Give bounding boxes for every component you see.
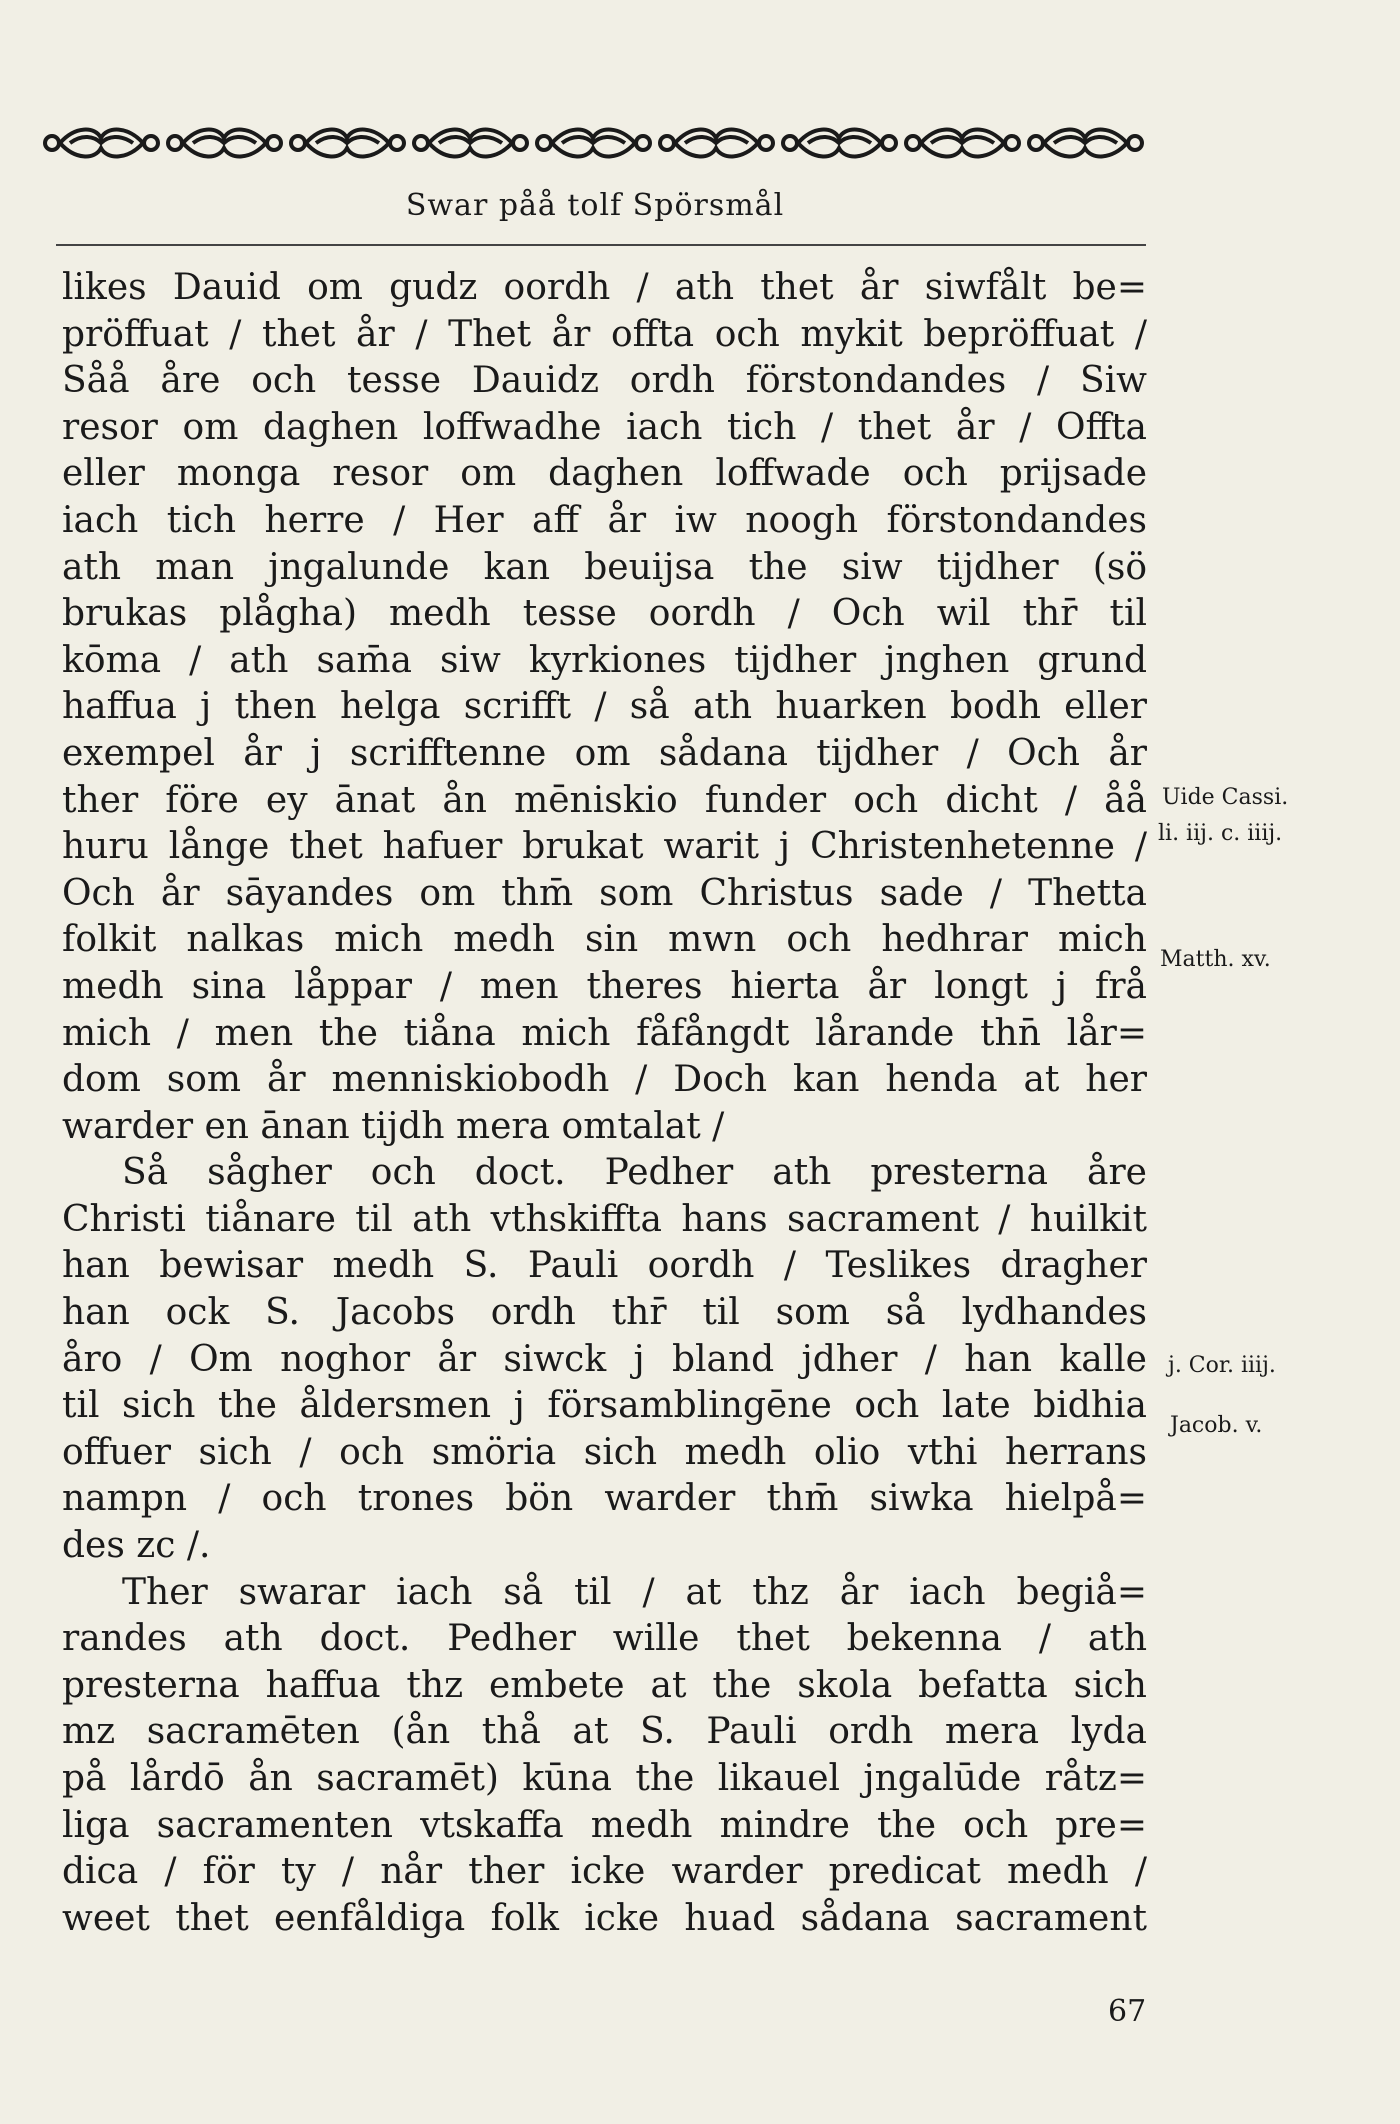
text-line: kōma / ath sam̄a siw kyrkiones tijdher jnghen grund <box>62 639 1147 681</box>
text-line: dom som år menniskiobodh / Doch kan henda at her <box>62 1059 1147 1101</box>
text-line: haffua j then helga scrifft / så ath huarken bodh eller <box>62 686 1147 728</box>
text-line: Så sågher och doct. Pedher ath presterna åre <box>122 1152 1147 1194</box>
text-line: medh sina låppar / men theres hierta år longt j frå <box>62 965 1147 1007</box>
text-line: Christi tiånare til ath vthskiffta hans sacrament / huilkit <box>62 1198 1147 1240</box>
text-line: randes ath doct. Pedher wille thet bekenna / ath <box>62 1618 1147 1660</box>
text-line: åro / Om noghor år siwck j bland jdher / han kalle <box>62 1338 1147 1380</box>
marginal-note-corinthians: j. Cor. iiij. <box>1168 1353 1276 1378</box>
text-line: mich / men the tiåna mich fåfångdt lårande thn̄ lår= <box>62 1012 1147 1054</box>
text-line: Ther swarar iach så til / at thz år iach begiå= <box>122 1571 1147 1613</box>
text-line: han ock S. Jacobs ordh thr̄ til som så lydhandes <box>62 1292 1147 1334</box>
text-line: Och år sāyandes om thm̄ som Christus sade / Thetta <box>62 872 1147 914</box>
text-line: des zc /. <box>62 1525 211 1567</box>
body-text <box>62 265 1147 1942</box>
ornamental-border <box>40 118 1150 168</box>
text-line: ath man jngalunde kan beuijsa the siw tijdher (sö <box>62 546 1147 588</box>
text-line: ther före ey ānat ån mēniskio funder och dicht / åå <box>62 779 1147 821</box>
text-line: presterna haffua thz embete at the skola befatta sich <box>62 1664 1147 1706</box>
text-line: mz sacramēten (ån thå at S. Pauli ordh mera lyda <box>62 1711 1147 1753</box>
text-line: eller monga resor om daghen loffwade och prijsade <box>62 453 1147 495</box>
text-line: likes Dauid om gudz oordh / ath thet år siwfålt be= <box>62 267 1147 308</box>
running-head: Swar påå tolf Spörsmål <box>405 188 785 223</box>
text-line: nampn / och trones bön warder thm̄ siwka hielpå= <box>62 1478 1147 1520</box>
text-line: pröffuat / thet år / Thet år offta och mykit bepröffuat / <box>62 313 1147 355</box>
text-line: iach tich herre / Her aff år iw noogh förstondandes <box>62 499 1147 541</box>
page-number: 67 <box>1108 1994 1147 2029</box>
marginal-note-cassiodorus-ref: li. iij. c. iiij. <box>1158 821 1283 846</box>
text-line: folkit nalkas mich medh sin mwn och hedhrar mich <box>62 919 1147 961</box>
text-line: liga sacramenten vtskaffa medh mindre the och pre= <box>62 1804 1147 1846</box>
text-line: exempel år j scrifftenne om sådana tijdher / Och år <box>62 732 1147 774</box>
text-line: han bewisar medh S. Pauli oordh / Teslikes dragher <box>62 1245 1147 1287</box>
marginal-note-matthew: Matth. xv. <box>1160 947 1271 972</box>
text-line: resor om daghen loffwadhe iach tich / thet år / Offta <box>62 406 1147 448</box>
text-line: offuer sich / och smöria sich medh olio vthi herrans <box>62 1431 1147 1473</box>
text-line: på lårdō ån sacramēt) kūna the likauel jngalūde råtz= <box>62 1758 1147 1799</box>
text-line: dica / för ty / når ther icke warder predicat medh / <box>62 1851 1147 1893</box>
header-rule <box>56 244 1146 246</box>
text-line: Såå åre och tesse Dauidz ordh förstondandes / Siw <box>62 360 1147 402</box>
text-line: weet thet eenfåldiga folk icke huad sådana sacrament <box>62 1897 1147 1939</box>
marginal-note-cassiodorus: Uide Cassi. <box>1162 785 1289 810</box>
marginal-note-james: Jacob. v. <box>1170 1413 1263 1438</box>
text-line: huru långe thet hafuer brukat warit j Christenhetenne / <box>62 826 1147 868</box>
text-line: til sich the åldersmen j församblingēne och late bidhia <box>62 1385 1147 1427</box>
text-line: brukas plågha) medh tesse oordh / Och wil thr̄ til <box>62 593 1147 635</box>
text-line: warder en ānan tijdh mera omtalat / <box>62 1105 725 1147</box>
